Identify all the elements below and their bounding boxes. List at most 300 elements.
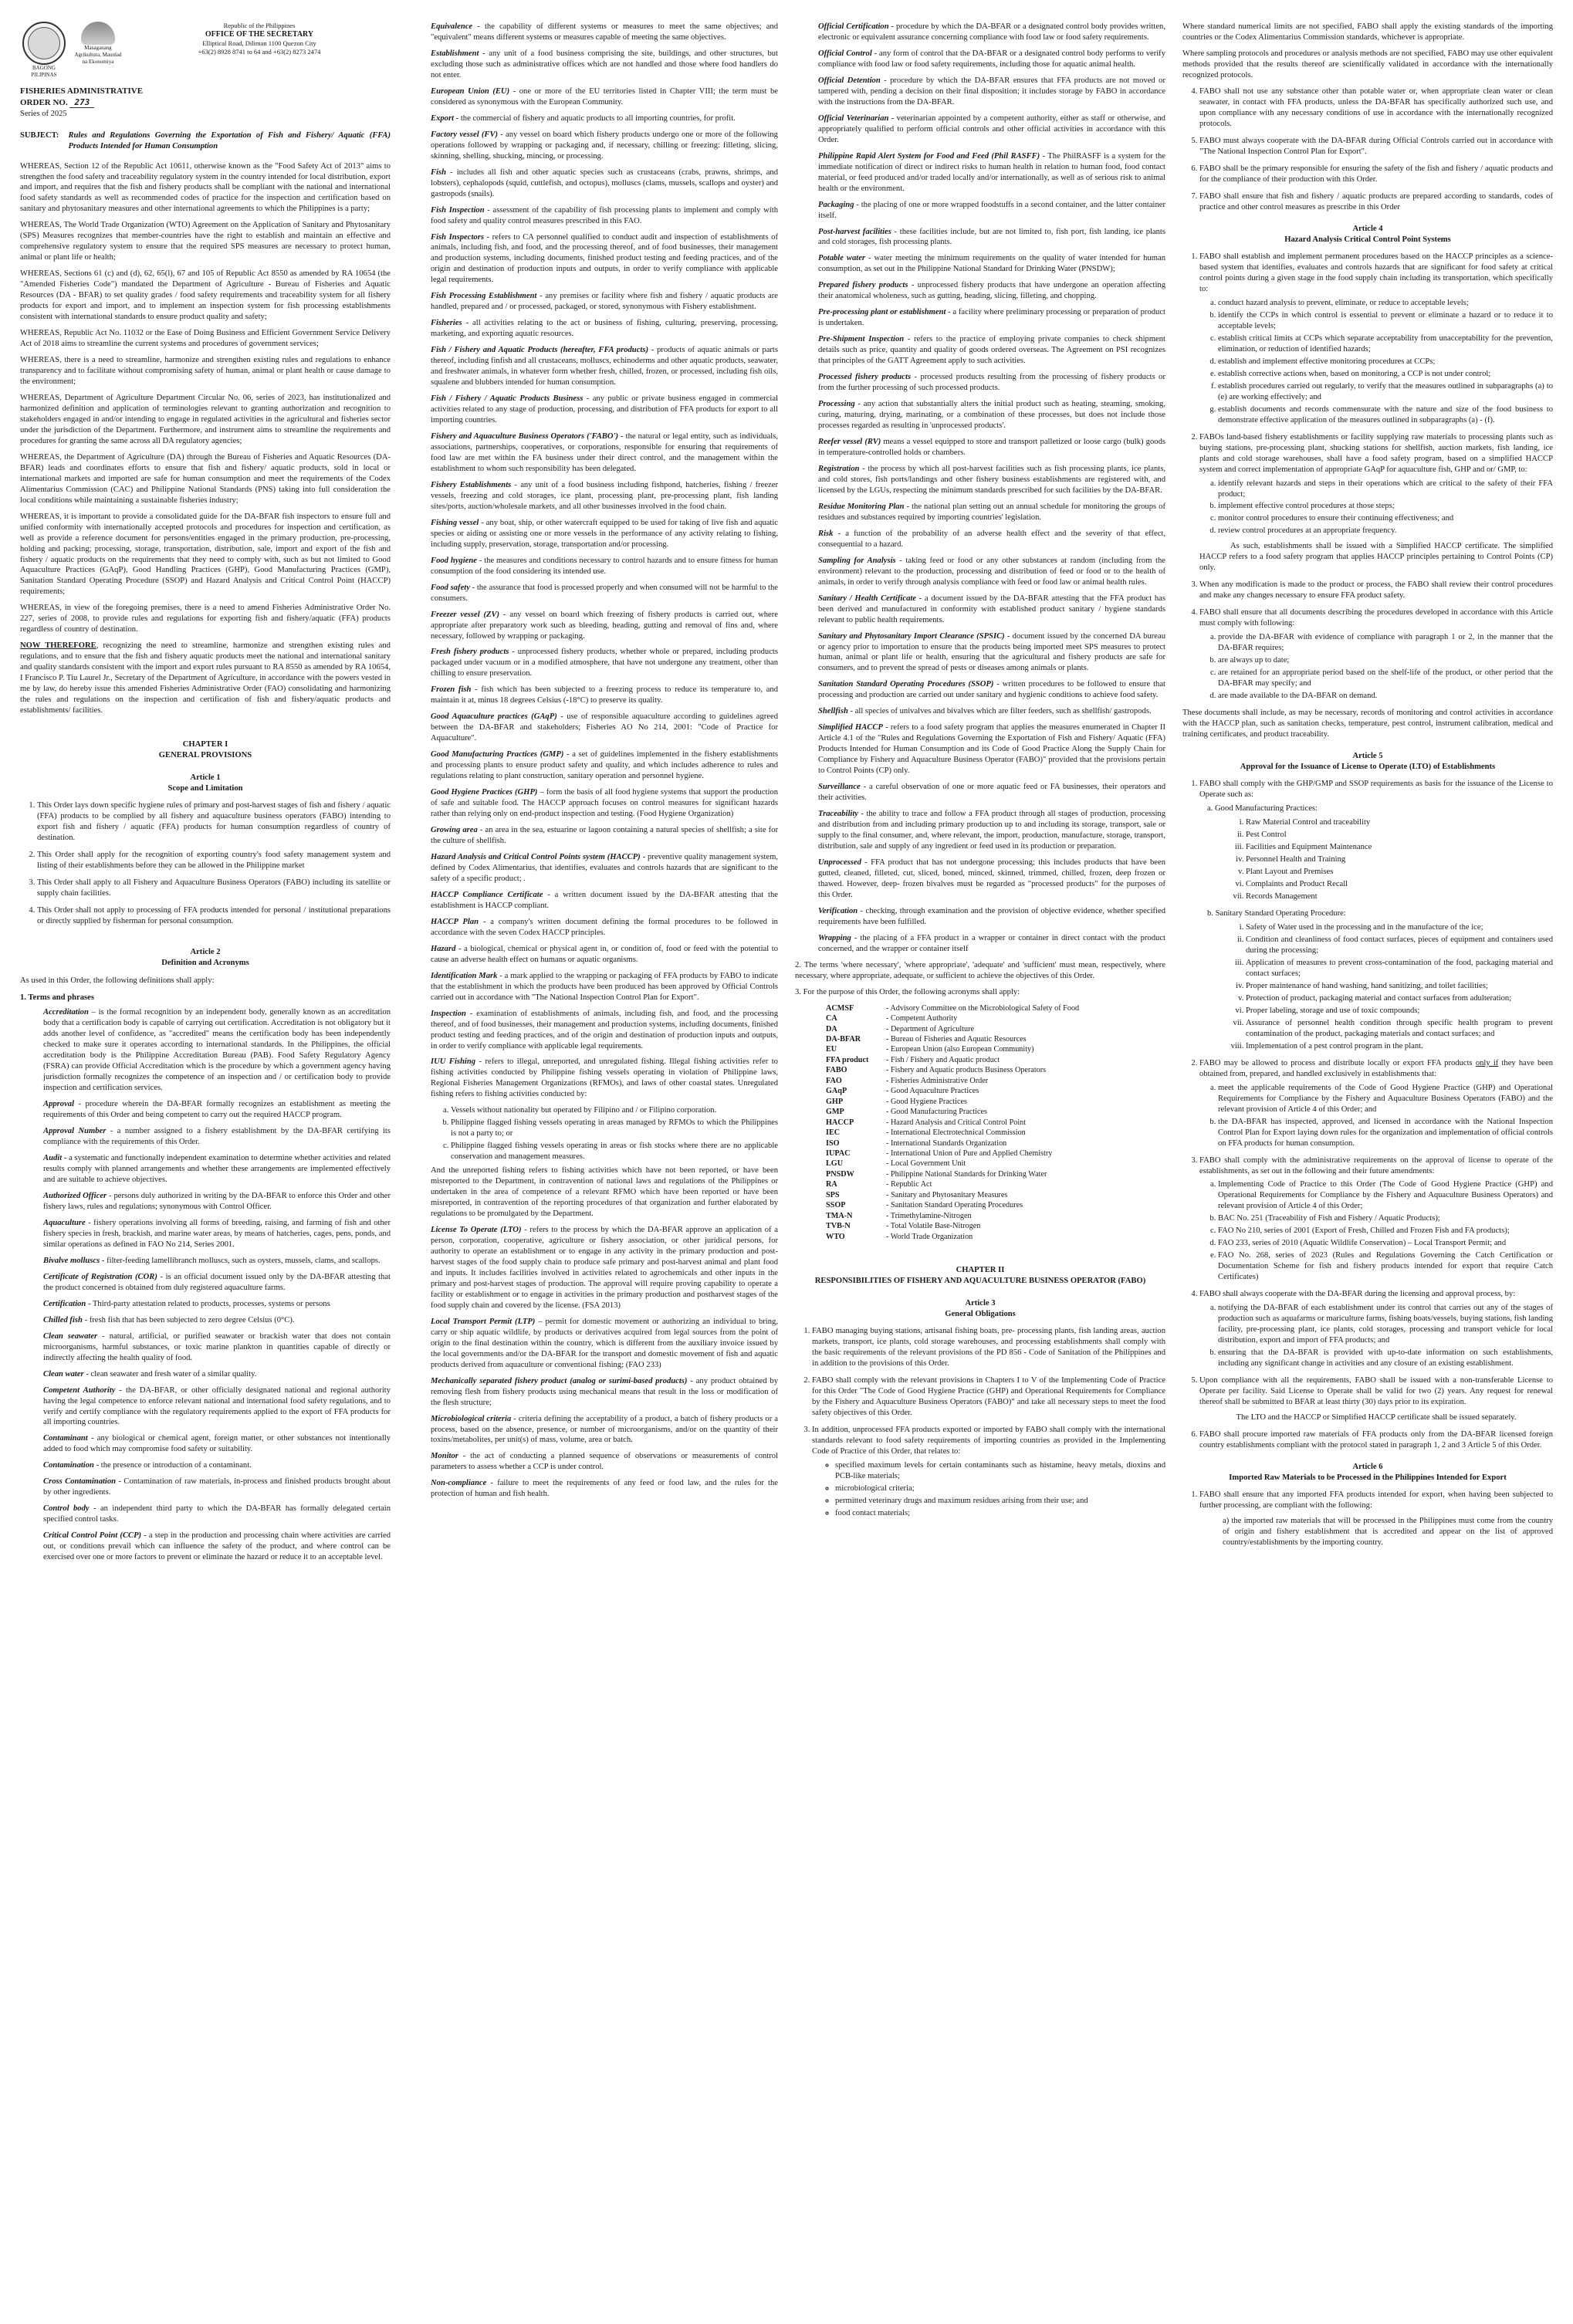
definition-term: HACCP Plan: [431, 917, 479, 926]
definition-term: Contaminant: [43, 1434, 88, 1443]
definition-text: - a set of guidelines implemented in the fishery establishments and processing plants to ensure product safety and quality, and which includes adherence to rules and regulations relating to plant construction, sanitary operation and personnel hygiene.: [431, 750, 778, 781]
definition-term: Pre-processing plant or establishment: [818, 308, 946, 317]
acronym-meaning: - World Trade Organization: [886, 1232, 973, 1241]
definition-text: - Third-party attestation related to products, processes, systems or persons: [86, 1299, 330, 1308]
standards-paragraphs: [1182, 22, 1553, 81]
acronym-meaning: - Hazard Analysis and Critical Control Point: [886, 1118, 1027, 1127]
definition-entry: [43, 1315, 391, 1326]
definition-text: - any product obtained by removing flesh from fishery products using mechanical means that result in the loss or modification of the flesh structure;: [431, 1376, 778, 1407]
definition-entry: [43, 1433, 391, 1455]
article-3-item: 4. FABO shall not use any substance other than potable water or, when appropriate clean water or clean seawater, in contact with FFA products, unless the DA-BFAR has specifically authorized such use, and upon compliance with any necessary conditions of use in accordance with the internationally recognized protocols.: [1199, 86, 1553, 130]
iuu-sublist: [408, 1105, 778, 1162]
definition-entry: [431, 480, 778, 512]
article-3-item: 7. FABO shall ensure that fish and fishery / aquatic products are prepared according to standards, codes of practice and other control measures as prescribe in this Order: [1199, 191, 1553, 213]
gmp-list: [1199, 817, 1553, 902]
definition-entry: [431, 1376, 778, 1409]
definition-entry: [818, 280, 1165, 302]
article-4-item-4-subs: [1199, 632, 1553, 702]
republic-line: Republic of the Philippines: [223, 22, 296, 29]
definition-entry: [431, 291, 778, 313]
definition-entry: [431, 1317, 778, 1371]
article-6-heading: [1182, 1462, 1553, 1484]
letterhead: [20, 22, 391, 79]
acronym-meaning: - European Union (also European Community): [886, 1045, 1034, 1054]
definition-text: - water meeting the minimum requirements on the quality of water intended for human consumption, as set out in the Philippine National Standard for Drinking Water (PNSDW);: [818, 254, 1165, 274]
article-2-title: Article 2: [190, 947, 221, 956]
definition-entry: [431, 610, 778, 642]
acronym-row: [826, 1107, 1085, 1117]
acronym-key: GMP: [826, 1108, 844, 1117]
acronym-key: ACMSF: [826, 1003, 854, 1013]
definition-entry: [43, 1531, 391, 1563]
definition-term: Sampling for Analysis: [818, 556, 896, 565]
article-5-sub-item: e. FAO No. 268, series of 2023 (Rules and Regulations Governing the Catch Certification or Documentation Scheme for fish and fishery products intended for export that require Catch Certificates): [1218, 1250, 1553, 1283]
definition-entry: [431, 890, 778, 912]
acronym-row: [826, 1128, 1085, 1138]
article-3-item-text: FABO managing buying stations, artisanal fishing boats, pre- processing plants, fish landing areas, auction markets, transport, ice plants, cold storage warehouses, and processing establishments shall comply with the basic requirements of the relevant provisions of the PD 856 - Code of Sanitation of the Philippines and in addition to the provisions of this Order.: [812, 1327, 1165, 1368]
definition-term: Residue Monitoring Plan: [818, 502, 905, 511]
definition-text: - these facilities include, but are not limited to, fish port, fish landing, ice plants and cold storages, fish processing plants.: [818, 227, 1165, 247]
definition-term: Microbiological criteria: [431, 1414, 512, 1423]
article-4-sub-item: f. establish procedures carried out regularly, to verify that the measures outlined in subparagraphs (a) to (e) are working effectively; and: [1218, 381, 1553, 403]
definition-text: - a systematic and functionally independent examination to determine whether activities and related results comply with planned arrangements and whether these arrangements are implemented effectively and are suitable to achieve objectives.: [43, 1154, 391, 1185]
article-4-list: [1182, 252, 1553, 702]
article-5-item-5: [1199, 1375, 1553, 1423]
article-4-sub-item: d. review control procedures at an appropriate frequency.: [1218, 526, 1553, 536]
acronym-key: PNSDW: [826, 1169, 854, 1179]
ssop-item: v. Protection of product, packaging material and contact surfaces from adulteration;: [1246, 993, 1553, 1004]
acronym-meaning: - Competent Authority: [886, 1014, 958, 1023]
acronym-meaning: - Department of Agriculture: [886, 1024, 975, 1033]
article-5-item-2-only-if: only if: [1475, 1058, 1499, 1067]
acronym-meaning: - Local Government Unit: [886, 1159, 966, 1169]
article-3-item: 5. FABO must always cooperate with the DA-BFAR during Official Controls carried out in accordance with "The National Inspection Control Plan for Export".: [1199, 136, 1553, 157]
acronym-key: LGU: [826, 1159, 844, 1169]
whereas-clause: WHEREAS, Section 12 of the Republic Act 10611, otherwise known as the "Food Safety Act of 2013" aims to strengthen the food safety and traceability regulatory system in the country intended for local distribution, export and import, and requires that the fish and fishery products shall be compliant with the national and international food safety standards as well as recommended codes of practice for the inspection and certification based on sanitary and phytosanitary measures and other international agreements to which the Philippines is a party;: [20, 161, 391, 214]
article-1-list: [20, 800, 391, 927]
article-3-bullet: ◦ specified maximum levels for certain contaminants such as histamine, heavy metals, dioxins and PCB-like materials;: [835, 1460, 1165, 1482]
definition-term: Bivalve molluscs: [43, 1256, 100, 1265]
ssop-item: viii. Implementation of a pest control program in the plant.: [1246, 1041, 1553, 1052]
whereas-clause: WHEREAS, Sections 61 (c) and (d), 62, 65(l), 67 and 105 of Republic Act 8550 as amended by RA 10654 (the "Amended Fisheries Code") mandated the Department of Agriculture - Bureau of Fisheries and Aquatic Resources (DA - BFAR) to set quality grades / food safety requirements and traceability system for all fishery products for export and import, and to implement an inspection system for fish processing establishments consistent with international standards to ensure product quality and safety;: [20, 269, 391, 322]
article-6-item-1-text: FABO shall ensure that any imported FFA products intended for export, when having been subjected to further processing, are compliant with the following:: [1199, 1490, 1553, 1510]
definition-text: - a company's written document defining the formal procedures to be followed in accordance with the seven Codex HACCP principles.: [431, 917, 778, 937]
definition-term: Fish Inspection: [431, 205, 485, 215]
definition-entry: [818, 253, 1165, 275]
chapter-1-heading: [20, 739, 391, 762]
acronym-key: FAO: [826, 1076, 842, 1085]
article-4-item-1-subs: [1199, 298, 1553, 426]
definition-text: - clean seawater and fresh water of a similar quality.: [83, 1369, 257, 1379]
definition-text: - any biological or chemical agent, foreign matter, or other substances not intentionally added to food which may compromise food safety or suitability.: [43, 1434, 391, 1454]
ssop-item: ii. Condition and cleanliness of food contact surfaces, pieces of equipment and containers used during the processing;: [1246, 935, 1553, 956]
definition-entry: [818, 200, 1165, 222]
acronym-meaning: - Sanitary and Phytosanitary Measures: [886, 1190, 1008, 1199]
acronym-row: [826, 1065, 1085, 1075]
definition-entry: [818, 49, 1165, 70]
definition-entry: [431, 431, 778, 475]
definition-term: Monitor: [431, 1452, 458, 1461]
office-name: OFFICE OF THE SECRETARY: [205, 29, 314, 39]
definition-entry: [818, 334, 1165, 367]
acronym-row: [826, 1148, 1085, 1159]
definition-entry: [818, 906, 1165, 928]
office-address: Elliptical Road, Diliman 1100 Quezon City: [202, 39, 316, 48]
article-5-item-2: [1199, 1058, 1553, 1149]
bagong-pilipinas-logo: [20, 22, 68, 79]
gmp-item: vii. Records Management: [1246, 891, 1553, 902]
office-phone: +63(2) 8928 8741 to 64 and +63(2) 8273 2474: [198, 47, 321, 56]
acronym-key: TMA-N: [826, 1211, 853, 1220]
article-5-sub-item: b. the DA-BFAR has inspected, approved, and licensed in accordance with the National Inspection Control Plan for Export laying down rules for the organization and implementation of official controls on FFA products for human consumption.: [1218, 1117, 1553, 1149]
definition-entry: [818, 227, 1165, 249]
chapter-2-subtitle: RESPONSIBILITIES OF FISHERY AND AQUACULTURE BUSINESS OPERATOR (FABO): [814, 1277, 1146, 1286]
definition-text: - the placing of a FFA product in a wrapper or container in direct contact with the product concerned, and the wrapper or container itself: [818, 933, 1165, 953]
acronym-key: IEC: [826, 1128, 841, 1138]
definition-text: - refers to illegal, unreported, and unregulated fishing. Illegal fishing activities refer to fishing activities conducted by Philippine fishing vessels operating in violation of Philippine laws, Regional Fisheries Management Organizations (RFMOs), and laws of other coastal states. Unregulated fishing refers to fishing activities conducted by:: [431, 1057, 778, 1099]
definition-text: – permit for domestic movement or authorizing an individual to bring, carry or ship aquatic wildlife, by products or derivatives acquired from legal sources from the point of origin to the final destination within the country, which is different from the auxiliary invoice issued by the local governments and/or the DA-BFAR for the transport and domestic movement of fish and aquatic products derived from aquaculture or conventional fishing; (FAO 233): [431, 1317, 778, 1369]
acronym-meaning: - Good Aquaculture Practices: [886, 1087, 979, 1096]
definition-term: Post-harvest facilities: [818, 227, 891, 236]
article-1-item: 4. This Order shall not apply to processing of FFA products intended for personal / institutional preparations or directly supplied by fisherman for personal consumption.: [37, 905, 391, 927]
definition-entry: [43, 1504, 391, 1525]
ssop-list: [1199, 922, 1553, 1052]
definition-term: Certification: [43, 1299, 86, 1308]
article-6-item-1-a-text: the imported raw materials that will be processed in the Philippines must come from the country of origin and fishery establishment that is accredited and appear on the list of approved country/establishments by the importing country.: [1223, 1517, 1553, 1548]
definition-text: - filter-feeding lamellibranch molluscs, such as oysters, mussels, clams, and scallops.: [100, 1256, 381, 1265]
definition-entry: [431, 394, 778, 426]
definition-term: Official Veterinarian: [818, 113, 889, 123]
whereas-clause: WHEREAS, Department of Agriculture Department Circular No. 06, series of 2023, has institutionalized and harmonized definition and application of terminologies relevant to granting authorization and recognition to stakeholders engaged in and/or intending to engage in regulated activities in the agricultural and fisheries sector under the jurisdiction of the Department. Furthermore, and instrument aims to streamline the requirements and procedures for granting the same across all DA regulatory agencies;: [20, 393, 391, 445]
definition-term: Equivalence: [431, 22, 473, 31]
definition-text: - the placing of one or more wrapped foodstuffs in a second container, and the latter container itself.: [818, 200, 1165, 220]
definition-entry: [818, 76, 1165, 108]
definition-text: - the act of conducting a planned sequence of observations or measurements of control parameters to assess whether a CCP is under control.: [431, 1452, 778, 1472]
acronym-meaning: - Philippine National Standards for Drinking Water: [886, 1169, 1047, 1179]
definition-entry: [818, 631, 1165, 675]
acronym-meaning: - Advisory Committee on the Microbiological Safety of Food: [886, 1003, 1080, 1013]
definition-term: Good Manufacturing Practices (GMP): [431, 750, 564, 759]
article-5-item-6-text: FABO shall procure imported raw materials of FFA products only from the DA-BFAR licensed foreign country establishments compliant with the protocol stated in paragraph 1, 2 and 3 Article 5 of this Order.: [1199, 1429, 1553, 1450]
definition-entry: [431, 318, 778, 340]
acronym-key: SSOP: [826, 1201, 846, 1210]
definition-entry: [431, 1414, 778, 1446]
definition-text: - products of aquatic animals or parts thereof, including finfish and all crustaceans, molluscs, echinoderms and other aquatic products, seawater, and freshwater animals, in whatever form whether fresh, chilled, frozen, or processed, including fish oils, squalene and blubbers intended for human consumption.: [431, 346, 778, 387]
iuu-unreported-text: And the unreported fishing refers to fishing activities which have not been reported, or have been misreported to the Department, in contravention of national laws and regulations of the Philippines or undertaken in the area of competence of a relevant RFMO which have been reported or have been misreported, in contravention of the reporting procedures of that organization and further elaborated by regulations to be promulgated by the Department.: [431, 1166, 778, 1219]
gmp-item: iii. Facilities and Equipment Maintenance: [1246, 842, 1553, 853]
definition-text: - preventive quality management system, defined by Codex Alimentarius, that identifies, evaluates and controls hazards that are significant to the safety of a specific product; .: [431, 852, 778, 883]
definition-term: Potable water: [818, 254, 866, 263]
article-5-item-4-text: FABO shall always cooperate with the DA-BFAR during the licensing and approval process, by:: [1199, 1290, 1516, 1299]
subject-line: [20, 130, 391, 152]
definition-entry: [818, 113, 1165, 146]
article-4-title: Article 4: [1352, 224, 1383, 233]
office-block: [128, 22, 391, 56]
definition-term: Good Hygiene Practices (GHP): [431, 788, 538, 797]
article-5-item-1: [1199, 779, 1553, 1051]
definition-text: - includes all fish and other aquatic species such as crustaceans (crabs, prawns, shrimps, and lobsters), cephalopods (squid, cuttlefish, and octopus), molluscs (clams, mussels, scallops and oyster) and gastropods (snails).: [431, 167, 778, 198]
definition-text: - unprocessed fishery products, whether whole or prepared, including products packaged under vacuum or in a modified atmosphere, that have not undergone any treatment, other than chilling to ensure preservation.: [431, 648, 778, 678]
ssop-item: iii. Application of measures to prevent cross-contamination of the food, packaging material and contact surfaces;: [1246, 958, 1553, 979]
definition-text: - unprocessed fishery products that have undergone an operation affecting their anatomical wholeness, such as gutting, heading, slicing, filleting, and chopping.: [818, 281, 1165, 301]
article-2-subtitle: Definition and Acronyms: [161, 959, 249, 968]
acronym-row: [826, 1024, 1085, 1034]
definition-term: Philippine Rapid Alert System for Food and Feed (Phil RASFF): [818, 151, 1040, 161]
acronym-key: GHP: [826, 1097, 844, 1106]
definition-term: Local Transport Permit (LTP): [431, 1317, 536, 1326]
article-5-list: [1182, 779, 1553, 1450]
definition-term: Fresh fishery products: [431, 648, 509, 657]
acronym-meaning: - Good Hygiene Practices: [886, 1097, 967, 1106]
article-4-sub-item: b. implement effective control procedures at those steps;: [1218, 501, 1553, 512]
definition-term: Food hygiene: [431, 556, 477, 565]
article-3-item: [812, 1375, 1165, 1419]
acronym-row: [826, 1159, 1085, 1169]
acronym-key: HACCP: [826, 1118, 854, 1127]
definition-text: - a careful observation of one or more aquatic feed or FA businesses, their operators and their activities.: [818, 783, 1165, 803]
article-4-subtitle: Hazard Analysis Critical Control Point Systems: [1284, 235, 1451, 244]
definition-term: European Union (EU): [431, 86, 510, 96]
article-4-sub-item: c. are retained for an appropriate period based on the shelf-life of the product, or other period that the DA-BFAR may specify; and: [1218, 668, 1553, 689]
whereas-clause: WHEREAS, there is a need to streamline, harmonize and strengthen existing rules and regulations to enhance transparency and to facilitate without compromising safety of human, animal or plant health or cause damage to the environment;: [20, 356, 391, 386]
definition-text: - a document issued by the DA-BFAR attesting that the FFA product has been derived and manufactured in conformity with established product sanitary / hygiene standards relevant to public health requirements.: [818, 594, 1165, 624]
article-3-subtitle: General Obligations: [945, 1309, 1016, 1318]
order-series: Series of 2025: [20, 109, 67, 118]
acronym-key: EU: [826, 1045, 837, 1054]
article-5-item-4-subs: [1199, 1303, 1553, 1369]
definition-text: - any premises or facility where fish and fishery / aquatic products are handled, prepared and / or processed, packaged, or stored, synonymous with Fishery establishment.: [431, 292, 778, 312]
article-5-item-2-subs: [1199, 1083, 1553, 1149]
definition-term: Authorized Officer: [43, 1192, 107, 1200]
definition-text: - refers to the practice of employing private companies to check shipment details such as price, quantity and quality of goods ordered overseas. The Agreement on PSI recognizes that principles of the GATT Agreement apply to such activities.: [818, 335, 1165, 366]
definition-entry: [818, 706, 1165, 717]
definition-text: - persons duly authorized in writing by the DA-BFAR to enforce this Order and other fishery laws, rules and regulations; synonymous with Control Officer.: [43, 1192, 391, 1211]
whereas-clause: WHEREAS, The World Trade Organization (WTO) Agreement on the Application of Sanitary and Phytosanitary (SPS) Measures recognizes that member-countries have the right to establish and maintain an effective and comprehensive regulatory system to ensure that the required SPS measures are necessary to protect human, animal or plant life or health;: [20, 221, 391, 262]
order-number: [20, 97, 391, 109]
definition-term: Hazard Analysis and Critical Control Points system (HACCP): [431, 852, 641, 861]
definition-entry: [431, 685, 778, 706]
column-3: [795, 22, 1165, 2309]
definition-text: - all activities relating to the act or business of fishing, culturing, preserving, processing, marketing, and exporting aquatic resources.: [431, 319, 778, 339]
definition-text: - any vessel on board which fishery products undergo one or more of the following operations followed by wrapping or packaging and, if necessary, chilling or freezing: filleting, slicing, skinning, shelling, shucking, mincing, or processing.: [431, 130, 778, 161]
definition-text: - any action that substantially alters the initial product such as heating, steaming, smoking, curing, maturing, drying, marinating, or a combination of these processes, but does not include those processes regarded as resulting in 'unprocessed products'.: [818, 400, 1165, 431]
definition-text: - document issued by the concerned DA bureau or agency prior to importation to ensure that the products being imported meet SPS measures to protect human, animal or plant life or health, ensuring that the agricultural and fishery products are safe for consumers, and to prevent the spread of pests or diseases among animals or plants.: [818, 631, 1165, 673]
definition-entry: [818, 464, 1165, 496]
definition-term: Official Certification: [818, 22, 889, 31]
acronym-row: [826, 1169, 1085, 1179]
definition-text: - the DA-BFAR, or other officially designated national and regional authority having the legal competence to enforce relevant national and international food safety regulations, and to verify and certify compliance with the regulatory requirements applied to the export of FFA products for all importing countries.: [43, 1385, 391, 1427]
definition-term: Simplified HACCP: [818, 723, 883, 732]
definition-entry: [818, 858, 1165, 901]
article-4-sub-item: a. conduct hazard analysis to prevent, eliminate, or reduce to acceptable levels;: [1218, 298, 1553, 309]
article-3-list-cont: [1182, 86, 1553, 213]
definition-term: Fisheries: [431, 319, 462, 328]
definition-text: - processed products resulting from the processing of fishery products or from the further processing of such processed products.: [818, 373, 1165, 393]
article-5-sub-item: a. meet the applicable requirements of the Code of Good Hygiene Practice (GHP) and Operational Requirements for Compliance by the Fishery and Aquaculture Business Operators (FABO) and the relevant provision of Article 4 of this Order; and: [1218, 1083, 1553, 1115]
definition-text: - criteria defining the acceptability of a product, a batch of fishery products or a process, based on the absence, presence, or number of microorganisms, and/or on the quantity of their toxins/metabolites, per unit(s) of mass, volume, area or batch.: [431, 1414, 778, 1445]
definition-term: Prepared fishery products: [818, 281, 908, 290]
article-5-item-5-note: The LTO and the HACCP or Simplified HACCP certificate shall be issued separately.: [1236, 1412, 1517, 1422]
definition-term: Chilled fish: [43, 1315, 83, 1324]
article-2-heading: [20, 947, 391, 969]
article-5-item-4: [1199, 1289, 1553, 1369]
acronyms-intro: 3. For the purpose of this Order, the following acronyms shall apply:: [795, 987, 1020, 996]
definition-entry: [818, 437, 1165, 458]
definition-term: Wrapping: [818, 933, 851, 942]
definition-entry: [431, 86, 778, 108]
article-3-heading: [795, 1298, 1165, 1321]
definition-text: - natural, artificial, or purified seawater or brackish water that does not contain microorganisms, harmful substances, or toxic marine plankton in quantities capable of directly or indirectly affecting the health quality of food.: [43, 1331, 391, 1362]
article-4-item-2-text: FABOs land-based fishery establishments or facility supplying raw materials to processing plants such as buying stations, pre-processing plant, shucking stations for shellfish, auction markets, fish landing, ice plants and cold storage warehouses, shall have a food safety program, based on a simplified HACCP system and correct implementation of appropriate GAqP for aquaculture fish, GHP and or/ GMP, to:: [1199, 432, 1553, 474]
definition-term: Audit: [43, 1154, 63, 1163]
definition-term: Control body: [43, 1504, 90, 1514]
definition-entry: [431, 1478, 778, 1500]
article-5-sub-item: a. notifying the DA-BFAR of each establishment under its control that carries out any of the stages of production such as aquafarms or mariculture farms, fishing boats/vessels, buying stations, fish landing facility, pre-processing plant, ice plants, cold storages, processing and transport vehicle for local distribution, export and import of FFA products; and: [1218, 1303, 1553, 1346]
definition-text: – form the basis of all food hygiene systems that support the production of safe and suitable food. The HACCP approach focuses on control measures for significant hazards rather than relying only on end-product inspection and testing. (Food Hygiene Organization): [431, 788, 778, 819]
definition-text: - written procedures to be followed to ensure that processing and production are carried out under sanitary and hygienic conditions to achieve food safety.: [818, 680, 1165, 700]
acronym-row: [826, 1097, 1085, 1107]
gmp-item: vi. Complaints and Product Recall: [1246, 879, 1553, 890]
article-5-item-3-subs: [1199, 1179, 1553, 1283]
article-6-item-1-a: a) the imported raw materials that will be processed in the Philippines must come from the country of origin and fishery establishment that is accredited and appear on the list of approved country/establishments by the importing country.: [1223, 1517, 1553, 1548]
article-3-bullets: [812, 1460, 1165, 1519]
definition-term: Freezer vessel (ZV): [431, 610, 500, 619]
definition-text: - any vessel on board which freezing of fishery products is carried out, where appropriate after preparatory work such as bleeding, heading, gutting and removal of fins and, where necessary, followed by wrapping or packaging.: [431, 610, 778, 641]
logo-caption: BAGONG PILIPINAS: [31, 65, 57, 79]
definition-term: Identification Mark: [431, 971, 498, 980]
acronym-row: [826, 1221, 1085, 1231]
article-4-documents-note: These documents shall include, as may be necessary, records of monitoring and control activities in accordance with the HACCP plan, such as sanitation checks, temperature, pest control, instrument calibration, medical and training certificates, and product traceability.: [1182, 708, 1553, 739]
article-5-item-3: [1199, 1155, 1553, 1284]
definition-term: Fishing vessel: [431, 518, 479, 527]
definition-text: - any unit of a food business comprising the site, buildings, and other structures, but excluding those such as administrative offices which are not handled and those where food handlers do not enter.: [431, 49, 778, 79]
definition-entry: [431, 971, 778, 1003]
article-2-intro: As used in this Order, the following definitions shall apply:: [20, 976, 215, 985]
definition-term: Growing area: [431, 826, 478, 835]
article-4-heading: [1182, 224, 1553, 246]
definition-text: - failure to meet the requirements of any feed or food law, and the rules for the protection of human and fish health.: [431, 1479, 778, 1499]
definition-term: Establishment: [431, 49, 479, 58]
whereas-clause: WHEREAS, Republic Act No. 11032 or the Ease of Doing Business and Efficient Government Service Delivery Act of 2018 aims to streamline the current systems and procedures of government services;: [20, 329, 391, 349]
definition-text: - a mark applied to the wrapping or packaging of FFA products by FABO to indicate that the establishment in which the products have been produced has been approved by Official Controls carried out in accordance with "The National Inspection Control Plan for Export".: [431, 971, 778, 1002]
definition-text: - a function of the probability of an adverse health effect and the severity of that effect, consequential to a hazard.: [818, 529, 1165, 549]
column-4: [1182, 22, 1553, 2309]
definition-term: Verification: [818, 906, 858, 915]
definition-entry: [431, 1451, 778, 1473]
definition-text: - checking, through examination and the provision of objective evidence, whether specified requirements have been fulfilled.: [818, 906, 1165, 926]
definition-text: - fresh fish that has been subjected to zero degree Celsius (0°C).: [82, 1315, 295, 1324]
whereas-clause: WHEREAS, in view of the foregoing premises, there is a need to amend Fisheries Administrative Order No. 227, series of 2008, to provide rules and regulations for exporting fish and fishery/aquatic (FFA) products regardless of country of destination.: [20, 604, 391, 634]
definition-entry: [818, 556, 1165, 588]
article-4-sub-item: a. identify relevant hazards and steps in their operations which are critical to the safety of their FFA product;: [1218, 479, 1553, 500]
article-5-item-3-text: FABO shall comply with the administrative requirements on the approval of license to operate of the establishments, as set out in the following and their future amendments:: [1199, 1155, 1553, 1176]
definition-text: - fishery operations involving all forms of breeding, raising, and farming of fish and other fishery species in fresh, brackish, and marine water areas, by means of hatcheries, cages, pens, ponds, and similar operations as defined in FAO No 214, Series 2001.: [43, 1218, 391, 1249]
definition-term: Reefer vessel (RV): [818, 438, 881, 446]
definition-entry: [818, 529, 1165, 550]
definition-term: Sanitation Standard Operating Procedures (SSOP): [818, 680, 994, 689]
article-4-sub-item: d. are made available to the DA-BFAR on demand.: [1218, 691, 1553, 702]
definition-entry: [818, 782, 1165, 803]
definition-term: Aquaculture: [43, 1218, 86, 1227]
column-2: [408, 22, 778, 2309]
now-therefore-lead: NOW THEREFORE: [20, 641, 96, 651]
article-4-item-4: [1199, 607, 1553, 702]
article-4-item-2-note: As such, establishments shall be issued with a Simplified HACCP certificate. The simplified HACCP refers to a food safety program that applies HACCP principles pertaining to Control Points (CP) only.: [1199, 542, 1553, 573]
acronym-row: [826, 1076, 1085, 1086]
definition-term: Processing: [818, 400, 855, 409]
article-3-bullet: ◦ permitted veterinary drugs and maximum residues arising from their use; and: [835, 1496, 1165, 1507]
definition-entry: [431, 49, 778, 81]
definition-entry: [431, 232, 778, 286]
article-3-item-text: In addition, unprocessed FFA products exported or imported by FABO shall comply with the international standards relevant to food safety requirements of importing countries as provided in the Implementing Code of Practice of this Order, that relates to:: [812, 1425, 1165, 1456]
definition-entry: [818, 933, 1165, 955]
definition-term: Official Detention: [818, 76, 881, 85]
definition-text: - taking feed or food or any other substances at random (including from the environment) relevant to the production, processing and distribution of feed or food or to the health of animals, in order to verify through analysis compliance with feed or food law or animal health rules.: [818, 556, 1165, 587]
article-4-item-2: [1199, 432, 1553, 574]
definition-entry: [431, 583, 778, 604]
definition-text: - refers to a food safety program that applies the measures enumerated in Chapter II Article 4.1 of the "Rules and Regulations Governing the Exportation of Fish and Fishery/ Aquatic (FFA) Products Intended for Human Consumption and its Code of Good Practice Along the Supply Chain for Compliance by Fishery and Aquaculture Business Operator (FABO)" provided that the provisions pertain to Control Points (CP) only.: [818, 723, 1165, 776]
article-5-heading: [1182, 751, 1553, 773]
definition-term: Fishery Establishments: [431, 480, 512, 489]
definition-term: Fish: [431, 167, 447, 177]
article-4-sub-item: g. establish documents and records commensurate with the nature and size of the food business to demonstrate effective application of the measures outlined in subparagraphs (a) - (f).: [1218, 404, 1553, 426]
definition-text: - the capability of different systems or measures to meet the same objectives; and "equivalent" means different systems or measures capable of meeting the same objectives.: [431, 22, 778, 42]
definition-entry: [431, 113, 778, 124]
article-3-item: [812, 1425, 1165, 1519]
whereas-clause: WHEREAS, it is important to provide a consolidated guide for the DA-BFAR fish inspectors to ensure full and unified conformity with internationally accepted protocols and procedures for inspection and certification, as well as provide a reference document for persons/entities engaged in the primary production, pre-processing, holding and packing; processing, storage, transportation, distribution, sale, import and export of the fish and fishery / aquatic products on the requirements that they need to comply with, such as but not limited to Good Aquaculture Practices (GAqP), Good Handling Practices (GHP), Good Manufacturing Practices (GMP), Sanitation Standard Operating Procedure (SSOP) and Hazard Analysis and Critical Control Point (HACCP) requirements;: [20, 512, 391, 597]
article-5-sub-item: c. FAO No 210, series of 2001 (Export of Fresh, Chilled and Frozen Fish and FA products);: [1218, 1226, 1553, 1236]
ssop-item: i. Safety of Water used in the processing and in the manufacture of the ice;: [1246, 922, 1553, 933]
definitions-list-1: [20, 1007, 391, 1563]
terms-heading: 1. Terms and phrases: [20, 993, 94, 1002]
definition-entry: [818, 399, 1165, 431]
definition-term: Export: [431, 113, 455, 123]
article-5-sub-item: a. Implementing Code of Practice to this Order (The Code of Good Hygiene Practice (GHP) and Operational Requirements for Compliance by the Fishery and Aquaculture Business Operators) and relevant provision of Article 4 of this Order;: [1218, 1179, 1553, 1212]
definition-term: Food safety: [431, 583, 470, 592]
definition-text: - the presence or introduction of a contaminant.: [93, 1461, 252, 1470]
definition-text: - a written document issued by the DA-BFAR attesting that the establishment is HACCP compliant.: [431, 890, 778, 910]
definition-text: - is an official document issued only by the DA-BFAR attesting that the product concerned is obtained from duly registered aquaculture farms.: [43, 1272, 391, 1292]
definition-term: Good Aquaculture practices (GAqP): [431, 712, 557, 722]
article-4-sub-item: d. establish and implement effective monitoring procedures at CCPs;: [1218, 357, 1553, 367]
definition-entry: [818, 151, 1165, 195]
definition-term: Inspection: [431, 1009, 466, 1018]
acronym-row: [826, 1138, 1085, 1148]
acronym-key: IUPAC: [826, 1148, 851, 1158]
definition-text: - fish which has been subjected to a freezing process to reduce its temperature to, and maintain it at, minus 18 degrees Celsius (-18°C) to preserve its quality.: [431, 685, 778, 705]
article-4-sub-item: a. provide the DA-BFAR with evidence of compliance with paragraph 1 or 2, in the manner that the DA-BFAR requires;: [1218, 632, 1553, 654]
article-1-item: 1. This Order lays down specific hygiene rules of primary and post-harvest stages of fish and fishery / aquatic (FFA) products to be complied by all fishery and aquaculture business operators (FABO) intending to export fish and fishery / aquatic (FFA) products for human consumption regardless of country of destination.: [37, 800, 391, 844]
definition-entry: [818, 679, 1165, 701]
acronym-key: FABO: [826, 1066, 847, 1075]
ssop-item: iv. Proper maintenance of hand washing, hand sanitizing, and toilet facilities;: [1246, 981, 1553, 992]
acronym-row: [826, 1055, 1085, 1065]
definition-text: - the ability to trace and follow a FFA product through all stages of production, processing and distribution from and including primary production up to and including its storage, transport, sale or supply to the final consumer, and, where relevant, the import, production, manufacture, storage, transport, distribution, sale and supply of any ingredient or feed used in its production or preparation.: [818, 810, 1165, 851]
definition-entry: [43, 1218, 391, 1250]
gmp-item: iv. Personnel Health and Training: [1246, 854, 1553, 865]
acronym-key: ISO: [826, 1138, 840, 1148]
article-5-subtitle: Approval for the Issuance of License to Operate (LTO) of Establishments: [1240, 763, 1496, 772]
article-4-sub-item: c. monitor control procedures to ensure their continuing effectiveness; and: [1218, 513, 1553, 524]
definition-text: - all species of univalves and bivalves which are filter feeders, such as shellfish/ gastropods.: [847, 707, 1152, 716]
definition-text: - veterinarian appointed by a competent authority, either as staff or otherwise, and appropriately qualified to perform official controls and other official activities in accordance with this Order.: [818, 113, 1165, 144]
definition-term: Fish Processing Establishment: [431, 292, 537, 301]
article-3-list: [795, 1326, 1165, 1519]
definition-text: - refers to the process by which the DA-BFAR approve an application of a person, corporation, cooperative, agriculture or fishery association, or other juridical persons, for authority to operate an establishment or to engage in any activity in the primary production and post-harvest stages of the food supply chain to produce safe primary and post-harvest animal and plant food and inputs. It includes facilities involved in activities related to agrochemicals and other inputs in the primary and post-harvest stages of production. The approval will require proving capability to operate a facility or establishment or to engage in activities in the primary production and postharvest stages of the food supply chain and covered by the license. (FSA 2013): [431, 1226, 778, 1310]
article-3-item: [812, 1326, 1165, 1369]
definition-entry: [431, 917, 778, 939]
definition-entry: [431, 130, 778, 162]
